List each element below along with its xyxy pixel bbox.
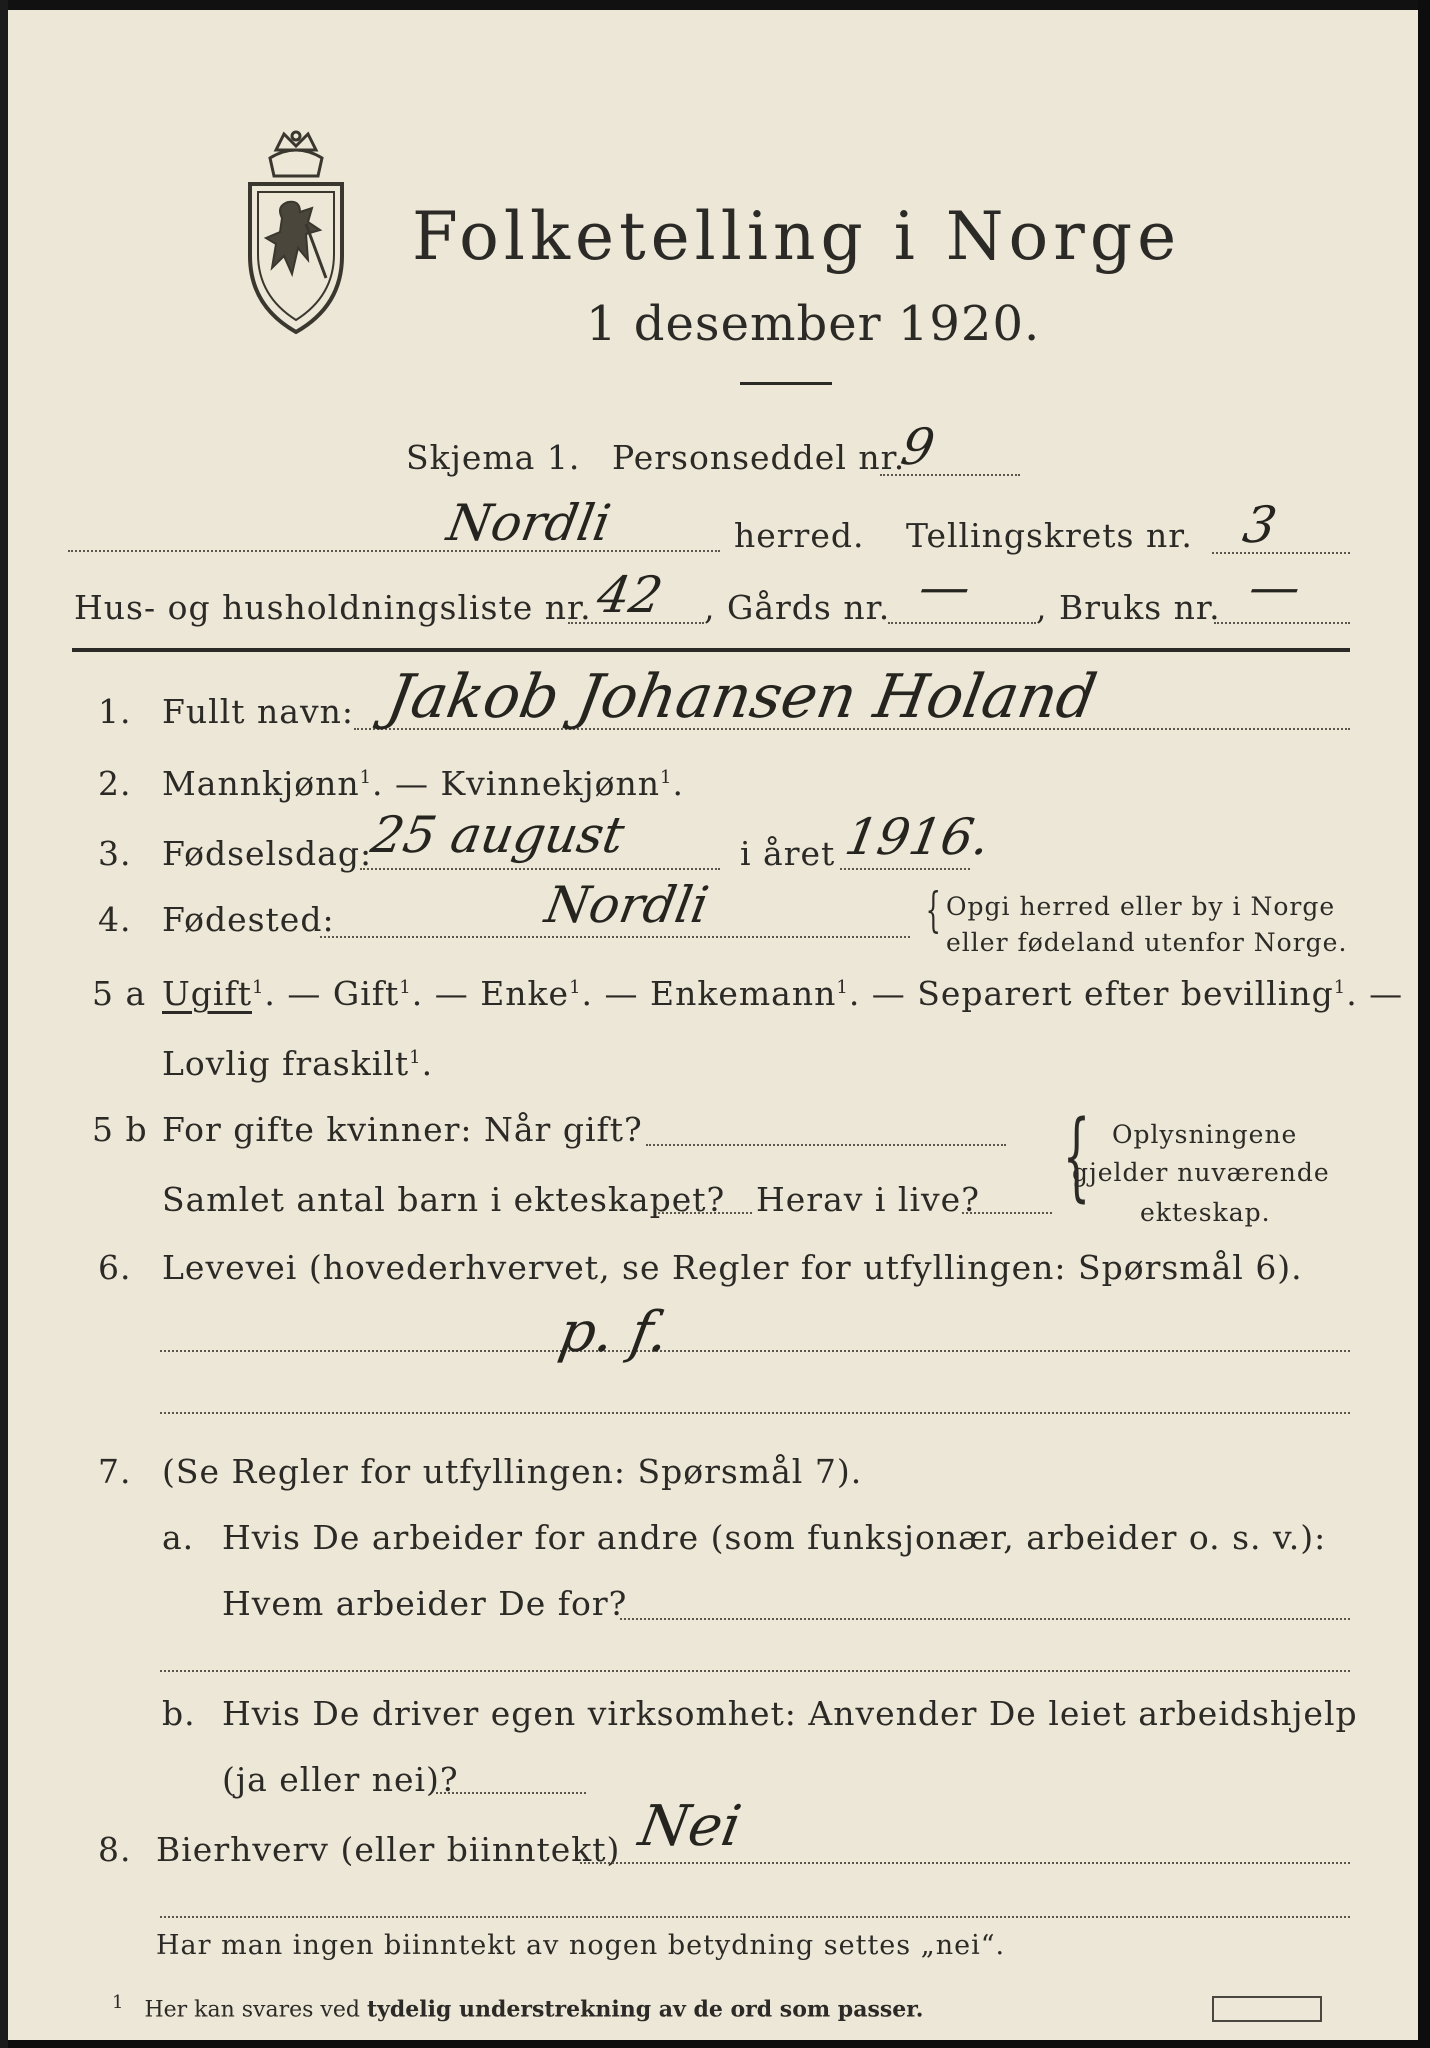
marriage-note-line1: Oplysningene [1112, 1120, 1298, 1149]
side-income-field-line1[interactable] [580, 1862, 1350, 1864]
q4-number: 4. [98, 900, 132, 939]
option-ugift[interactable]: Ugift [162, 974, 252, 1013]
scan-edge-bottom [0, 2040, 1430, 2048]
children-count-label: Samlet antal barn i ekteskapet? [162, 1180, 726, 1219]
full-name-label: Fullt navn: [162, 692, 354, 731]
occupation-field-line1[interactable] [160, 1350, 1350, 1352]
side-income-label: Bierhverv (eller biinntekt) [156, 1830, 621, 1869]
option-fraskilt[interactable]: Lovlig fraskilt [162, 1044, 410, 1083]
bruks-label: , Bruks nr. [1036, 588, 1221, 627]
option-male[interactable]: Mannkjønn [162, 764, 360, 803]
birthplace-note-brace: { [925, 882, 941, 938]
birth-year-field[interactable] [840, 868, 970, 870]
marriage-date-field[interactable] [646, 1144, 1006, 1146]
q7-number: 7. [98, 1452, 132, 1491]
household-list-value: 42 [592, 566, 667, 624]
q1-number: 1. [98, 692, 132, 731]
birth-year-label: i året [740, 834, 836, 873]
bruks-field[interactable] [1214, 622, 1350, 624]
norwegian-coat-of-arms-icon [236, 128, 356, 343]
option-separert[interactable]: . — Separert efter bevilling [848, 974, 1334, 1013]
q5a-number: 5 a [92, 974, 147, 1013]
children-alive-field[interactable] [962, 1212, 1052, 1214]
marriage-note-line3: ekteskap. [1140, 1198, 1271, 1227]
schema-label: Skjema 1. [406, 438, 581, 477]
option-female[interactable]: Kvinnekjønn [440, 764, 661, 803]
census-date: 1 desember 1920. [586, 296, 1041, 352]
footnote-emphasis: tydelig understrekning av de ord som passer. [366, 1996, 924, 2023]
herred-value: Nordli [442, 494, 615, 552]
q6-number: 6. [98, 1248, 132, 1287]
herred-field[interactable] [68, 550, 720, 552]
q7a-label: Hvis De arbeider for andre (som funksjonær, arbeider o. s. v.): [222, 1518, 1327, 1557]
q8-number: 8. [98, 1830, 132, 1869]
side-income-value: Nei [634, 1794, 746, 1859]
employer-label: Hvem arbeider De for? [222, 1584, 628, 1623]
title-divider [740, 382, 832, 385]
option-enkemann[interactable]: . — Enkemann [581, 974, 837, 1013]
employer-field-line1[interactable] [620, 1618, 1350, 1620]
q2-number: 2. [98, 764, 132, 803]
occupation-label: Levevei (hovederhvervet, se Regler for utfyllingen: Spørsmål 6). [162, 1248, 1303, 1287]
marital-status-line2: Lovlig fraskilt$^1$. [162, 1044, 434, 1083]
birthplace-label: Fødested: [162, 900, 335, 939]
side-income-field-line2[interactable] [160, 1916, 1350, 1918]
children-alive-label: Herav i live? [756, 1180, 980, 1219]
scan-edge-right [1418, 0, 1430, 2048]
occupation-field-line2[interactable] [160, 1412, 1350, 1414]
footnote-marker: 1 [112, 1992, 124, 2013]
hired-help-label: (ja eller nei)? [222, 1760, 459, 1799]
herred-label: herred. [734, 516, 865, 555]
marriage-note-brace: { [1062, 1100, 1091, 1212]
printer-stamp-icon [1212, 1996, 1322, 2022]
gards-value: — [914, 558, 976, 616]
birthday-label: Fødselsdag: [162, 834, 373, 873]
hired-help-field[interactable] [436, 1792, 586, 1794]
option-enke[interactable]: . — Enke [411, 974, 570, 1013]
q7b-label: Hvis De driver egen virksomhet: Anvender De leiet arbeidshjelp [222, 1694, 1358, 1733]
q3-number: 3. [98, 834, 132, 873]
children-count-field[interactable] [658, 1212, 752, 1214]
marriage-note-line2: gjelder nuværende [1072, 1158, 1330, 1187]
occupation-value: p. f. [554, 1300, 674, 1365]
tellingskrets-label: Tellingskrets nr. [906, 516, 1193, 555]
household-list-label: Hus- og husholdningsliste nr. [74, 588, 592, 627]
full-name-value: Jakob Johansen Holand [381, 662, 1102, 732]
tellingskrets-value: 3 [1238, 496, 1281, 554]
q7a-letter: a. [162, 1518, 195, 1557]
form-title: Folketelling i Norge [412, 198, 1182, 275]
gards-field[interactable] [888, 622, 1036, 624]
q7b-letter: b. [162, 1694, 196, 1733]
side-income-note: Har man ingen biinntekt av nogen betydning settes „nei“. [156, 1930, 1006, 1961]
birth-year-value: 1916. [840, 808, 995, 866]
married-women-label: For gifte kvinner: Når gift? [162, 1110, 643, 1149]
birthplace-value: Nordli [540, 876, 713, 934]
footnote [112, 1992, 923, 2022]
birthday-value: 25 august [366, 806, 629, 864]
q5b-number: 5 b [92, 1110, 148, 1149]
personseddel-label: Personseddel nr. [612, 438, 906, 477]
tellingskrets-field[interactable] [1212, 552, 1350, 554]
option-gift[interactable]: . — Gift [264, 974, 400, 1013]
gender-options: Mannkjønn$^1$. — Kvinnekjønn$^1$. [162, 764, 684, 803]
bruks-value: — [1244, 558, 1306, 616]
birthplace-field[interactable] [320, 936, 910, 938]
birthday-field[interactable] [360, 868, 720, 870]
employer-field-line2[interactable] [160, 1670, 1350, 1672]
birthplace-note-line2: eller fødeland utenfor Norge. [946, 928, 1348, 957]
footnote-text: Her kan svares ved [144, 1997, 360, 2023]
header-rule [72, 648, 1350, 652]
birthplace-note-line1: Opgi herred eller by i Norge [946, 892, 1336, 921]
marital-status-options: Ugift$^1$. — Gift$^1$. — Enke$^1$. — Enkemann$^1$. — Separert efter bevilling$^1$. — [162, 974, 1404, 1013]
personseddel-value: 9 [896, 418, 939, 476]
q7-label: (Se Regler for utfyllingen: Spørsmål 7). [162, 1452, 863, 1491]
gards-label: , Gårds nr. [704, 588, 891, 627]
